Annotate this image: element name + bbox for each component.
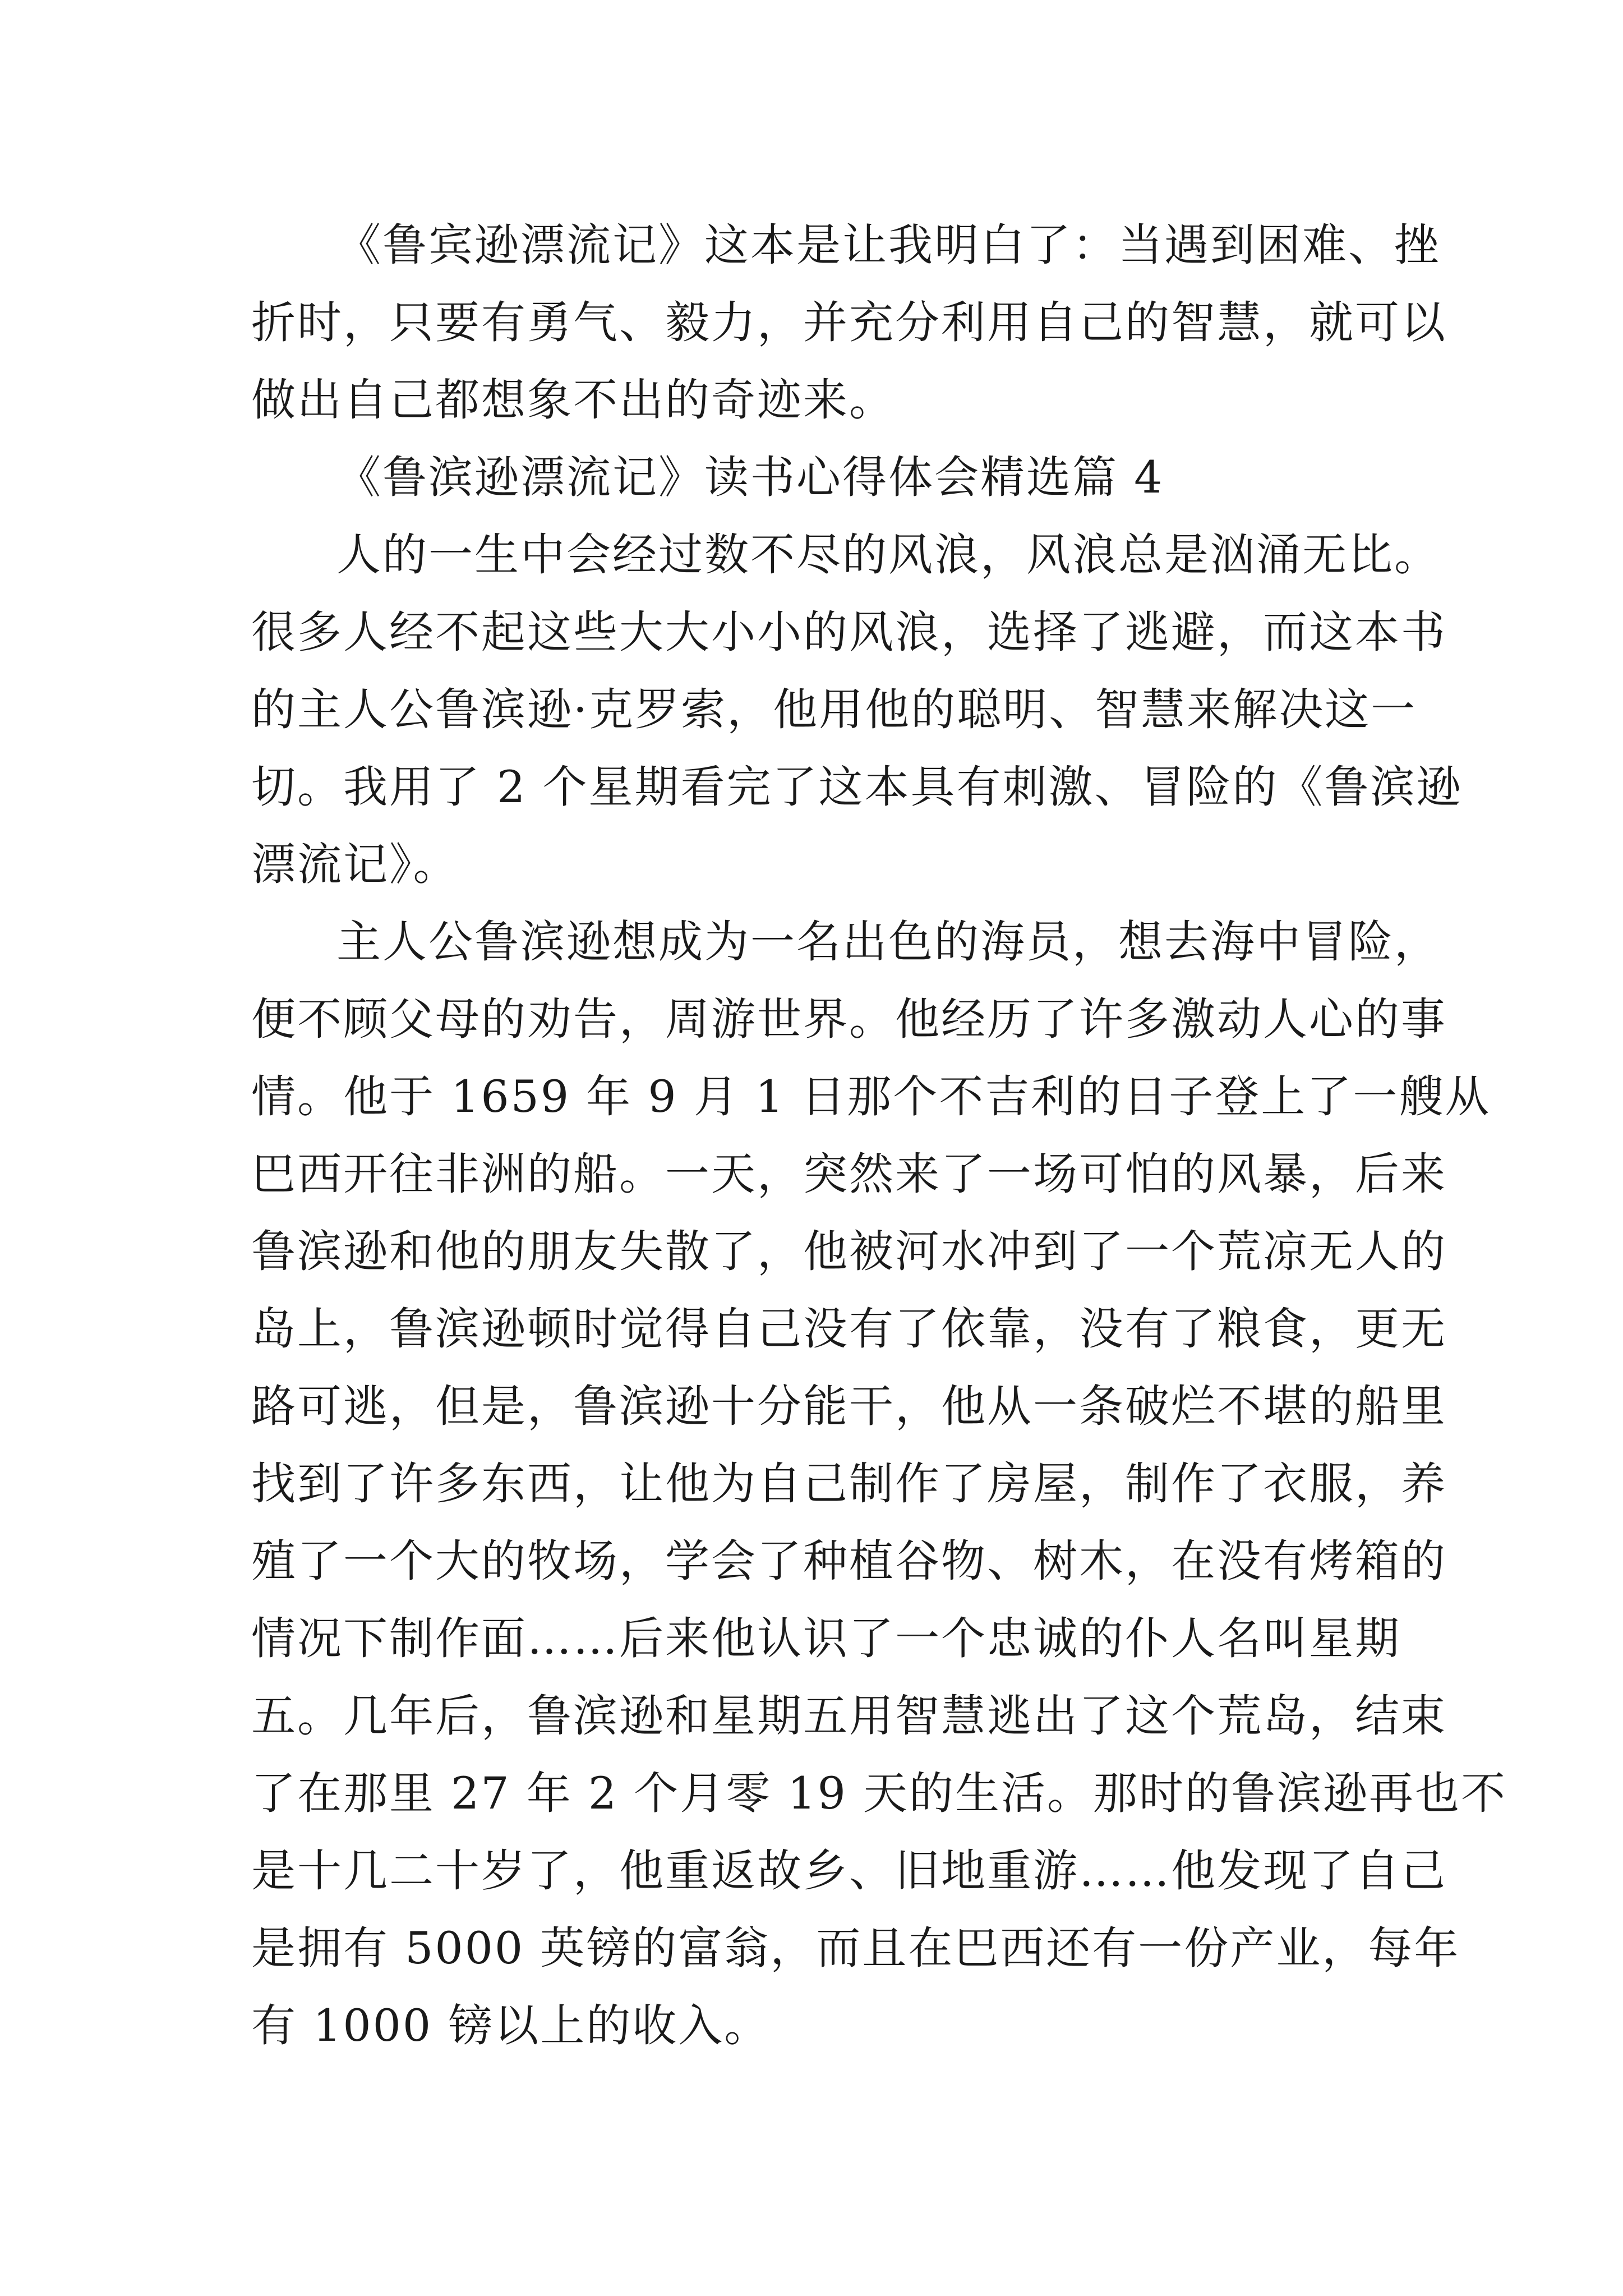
paragraph-1-line-1: 《鲁宾逊漂流记》这本是让我明白了：当遇到困难、挫 — [336, 219, 1440, 271]
paragraph-3-line-12: 了在那里 27 年 2 个月零 19 天的生活。那时的鲁滨逊再也不 — [251, 1768, 1507, 1819]
paragraph-3-line-9: 殖了一个大的牧场，学会了种植谷物、树木，在没有烤箱的 — [251, 1535, 1447, 1587]
paragraph-2-line-4: 切。我用了 2 个星期看完了这本具有刺激、冒险的《鲁滨逊 — [251, 761, 1463, 813]
paragraph-3-line-6: 岛上，鲁滨逊顿时觉得自己没有了依靠，没有了粮食，更无 — [251, 1303, 1447, 1355]
paragraph-3-line-8: 找到了许多东西，让他为自己制作了房屋，制作了衣服，养 — [251, 1458, 1447, 1510]
paragraph-1-line-2: 折时，只要有勇气、毅力，并充分利用自己的智慧，就可以 — [251, 297, 1447, 348]
paragraph-2-line-2: 很多人经不起这些大大小小的风浪，选择了逃避，而这本书 — [251, 606, 1447, 658]
paragraph-3-line-11: 五。几年后，鲁滨逊和星期五用智慧逃出了这个荒岛，结束 — [251, 1690, 1447, 1742]
paragraph-3-line-4: 巴西开往非洲的船。一天，突然来了一场可怕的风暴，后来 — [251, 1148, 1447, 1200]
section-heading: 《鲁滨逊漂流记》读书心得体会精选篇 4 — [336, 452, 1164, 503]
paragraph-2-line-3: 的主人公鲁滨逊·克罗索，他用他的聪明、智慧来解决这一 — [251, 684, 1417, 735]
paragraph-2-line-5: 漂流记》。 — [251, 839, 459, 890]
paragraph-3-line-10: 情况下制作面……后来他认识了一个忠诚的仆人名叫星期 — [251, 1613, 1401, 1664]
paragraph-3-line-1: 主人公鲁滨逊想成为一名出色的海员，想去海中冒险， — [336, 916, 1440, 968]
paragraph-3-line-5: 鲁滨逊和他的朋友失散了，他被河水冲到了一个荒凉无人的 — [251, 1226, 1447, 1277]
paragraph-3-line-14: 是拥有 5000 英镑的富翁，而且在巴西还有一份产业，每年 — [251, 1922, 1460, 1974]
paragraph-3-line-13: 是十几二十岁了，他重返故乡、旧地重游……他发现了自己 — [251, 1845, 1447, 1897]
paragraph-3-line-3: 情。他于 1659 年 9 月 1 日那个不吉利的日子登上了一艘从 — [251, 1071, 1491, 1122]
paragraph-2-line-1: 人的一生中会经过数不尽的风浪，风浪总是汹涌无比。 — [336, 529, 1440, 581]
paragraph-3-line-7: 路可逃，但是，鲁滨逊十分能干，他从一条破烂不堪的船里 — [251, 1381, 1447, 1432]
paragraph-1-line-3: 做出自己都想象不出的奇迹来。 — [251, 374, 895, 426]
paragraph-3-line-15: 有 1000 镑以上的收入。 — [251, 2000, 771, 2051]
paragraph-3-line-2: 便不顾父母的劝告，周游世界。他经历了许多激动人心的事 — [251, 993, 1447, 1045]
